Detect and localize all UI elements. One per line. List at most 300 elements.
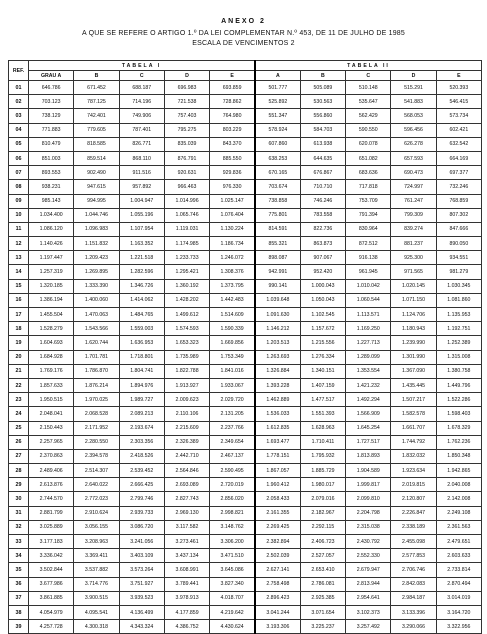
table-row	[9, 478, 482, 492]
tabela-1-value-cell: 3.471.510	[210, 549, 255, 563]
ref-cell: 24	[9, 407, 29, 421]
tabela-2-value-cell: 568.053	[391, 109, 436, 123]
table-row	[9, 265, 482, 279]
table-row	[9, 464, 482, 478]
ref-cell: 09	[9, 194, 29, 208]
col-header-right-b: B	[300, 71, 345, 81]
tabela-1-value-cell: 803.229	[210, 123, 255, 137]
tabela-2-value-cell: 3.290.066	[391, 620, 436, 634]
tabela-2-value-cell: 1.113.571	[346, 308, 391, 322]
tabela-1-value-cell: 4.177.859	[164, 605, 209, 619]
tabela-1-value-cell: 688.187	[119, 81, 164, 95]
tabela-1-value-cell: 1.197.447	[29, 251, 74, 265]
tabela-1-value-cell: 1.096.983	[74, 222, 119, 236]
tabela-2-value-cell: 1.252.389	[436, 336, 481, 350]
table-row	[9, 591, 482, 605]
tabela-2-value-cell: 761.247	[391, 194, 436, 208]
tabela-1-value-cell: 2.881.799	[29, 506, 74, 520]
tabela-1-value-cell: 2.349.654	[210, 435, 255, 449]
tabela-2-value-cell: 775.801	[255, 208, 300, 222]
tabela-2-value-cell: 2.603.633	[436, 549, 481, 563]
table-row	[9, 577, 482, 591]
tabela-1-value-cell: 1.076.404	[210, 208, 255, 222]
table-body	[9, 81, 482, 634]
tabela-2-value-cell: 2.019.815	[391, 478, 436, 492]
tabela-1-value-cell: 2.640.022	[74, 478, 119, 492]
tabela-2-value-cell: 2.182.967	[300, 506, 345, 520]
tabela-2-value-cell: 1.867.057	[255, 464, 300, 478]
tabela-1-value-cell: 1.857.633	[29, 378, 74, 392]
tabela-1-value-cell: 976.330	[210, 180, 255, 194]
tabela-2-value-cell: 2.338.189	[391, 520, 436, 534]
ref-cell: 19	[9, 336, 29, 350]
tabela-2-value-cell: 732.246	[436, 180, 481, 194]
tabela-1-value-cell: 1.233.733	[164, 251, 209, 265]
tabela-2-value-cell: 1.813.893	[346, 449, 391, 463]
tabela-1-value-cell: 1.295.421	[164, 265, 209, 279]
tabela-2-value-cell: 2.161.355	[255, 506, 300, 520]
tabela-2-value-cell: 530.563	[300, 95, 345, 109]
tabela-1-value-cell: 795.275	[164, 123, 209, 137]
tabela-1-value-cell: 2.799.746	[119, 492, 164, 506]
tabela-1-value-cell: 1.989.727	[119, 393, 164, 407]
tabela-1-value-cell: 1.590.339	[210, 322, 255, 336]
tabela-1-value-cell: 1.804.741	[119, 364, 164, 378]
tabela-2-value-cell: 822.736	[300, 222, 345, 236]
tabela-1-value-cell: 1.130.224	[210, 222, 255, 236]
ref-cell: 27	[9, 449, 29, 463]
tabela-2-value-cell: 2.361.563	[436, 520, 481, 534]
tabela-2-value-cell: 1.832.032	[391, 449, 436, 463]
tabela-2-value-cell: 2.577.853	[391, 549, 436, 563]
table-row	[9, 563, 482, 577]
tabela-1-value-cell: 893.553	[29, 166, 74, 180]
tabela-1-title: TABELA I	[29, 61, 255, 71]
tabela-1-value-cell: 859.514	[74, 151, 119, 165]
tabela-1-value-cell: 2.009.623	[164, 393, 209, 407]
tabela-1-value-cell: 749.906	[119, 109, 164, 123]
tabela-1-value-cell: 1.543.566	[74, 322, 119, 336]
tabela-1-value-cell: 3.117.582	[164, 520, 209, 534]
tabela-1-value-cell: 1.221.518	[119, 251, 164, 265]
tabela-2-value-cell: 505.089	[300, 81, 345, 95]
tabela-2-value-cell: 753.709	[346, 194, 391, 208]
tabela-2-value-cell: 907.067	[300, 251, 345, 265]
tabela-1-value-cell: 851.003	[29, 151, 74, 165]
tabela-2-value-cell: 541.883	[391, 95, 436, 109]
ref-cell: 17	[9, 308, 29, 322]
tabela-2-value-cell: 925.300	[391, 251, 436, 265]
tabela-2-value-cell: 510.148	[346, 81, 391, 95]
tabela-2-value-cell: 881.237	[391, 237, 436, 251]
tabela-2-value-cell: 724.997	[391, 180, 436, 194]
ref-cell: 01	[9, 81, 29, 95]
tabela-2-value-cell: 1.000.043	[300, 279, 345, 293]
tabela-1-value-cell: 3.025.889	[29, 520, 74, 534]
tabela-2-value-cell: 1.081.860	[436, 293, 481, 307]
tabela-1-value-cell: 2.418.526	[119, 449, 164, 463]
tabela-1-value-cell: 1.669.856	[210, 336, 255, 350]
ref-cell: 06	[9, 151, 29, 165]
ref-cell: 23	[9, 393, 29, 407]
table-row	[9, 279, 482, 293]
tabela-2-value-cell: 1.157.672	[300, 322, 345, 336]
tabela-2-value-cell: 1.102.545	[300, 308, 345, 322]
tabela-1-value-cell: 1.320.185	[29, 279, 74, 293]
col-header-left-d: D	[164, 71, 209, 81]
tabela-2-value-cell: 1.203.513	[255, 336, 300, 350]
tabela-2-value-cell: 2.249.108	[436, 506, 481, 520]
tabela-1-value-cell: 1.308.376	[210, 265, 255, 279]
tabela-2-value-cell: 2.706.746	[391, 563, 436, 577]
tabela-1-value-cell: 876.791	[164, 151, 209, 165]
tabela-1-value-cell: 2.998.821	[210, 506, 255, 520]
tabela-1-value-cell: 1.604.693	[29, 336, 74, 350]
col-header-right-c: C	[346, 71, 391, 81]
tabela-2-value-cell: 644.635	[300, 151, 345, 165]
column-header-row	[9, 71, 482, 81]
tabela-1-value-cell: 771.883	[29, 123, 74, 137]
tabela-1-value-cell: 1.386.194	[29, 293, 74, 307]
tabela-2-value-cell: 1.778.151	[255, 449, 300, 463]
tabela-1-value-cell: 2.257.965	[29, 435, 74, 449]
tabela-2-value-cell: 1.507.217	[391, 393, 436, 407]
tabela-1-value-cell: 1.034.400	[29, 208, 74, 222]
tabela-1-value-cell: 1.055.196	[119, 208, 164, 222]
tabela-2-value-cell: 1.536.033	[255, 407, 300, 421]
tabela-1-value-cell: 2.939.733	[119, 506, 164, 520]
tabela-2-value-cell: 638.253	[255, 151, 300, 165]
tabela-1-value-cell: 985.143	[29, 194, 74, 208]
tabela-1-value-cell: 1.684.928	[29, 350, 74, 364]
tabela-2-value-cell: 872.512	[346, 237, 391, 251]
tabela-2-value-cell: 525.892	[255, 95, 300, 109]
tabela-1-value-cell: 2.910.624	[74, 506, 119, 520]
table-row	[9, 166, 482, 180]
table-title-row	[9, 61, 482, 71]
ref-cell: 22	[9, 378, 29, 392]
tabela-1-value-cell: 1.574.593	[164, 322, 209, 336]
tabela-2-value-cell: 3.041.244	[255, 605, 300, 619]
tabela-1-value-cell: 4.257.728	[29, 620, 74, 634]
tabela-2-value-cell: 1.326.884	[255, 364, 300, 378]
ref-cell: 18	[9, 322, 29, 336]
tabela-2-value-cell: 1.393.228	[255, 378, 300, 392]
tabela-1-value-cell: 1.735.989	[164, 350, 209, 364]
tabela-2-value-cell: 1.315.008	[436, 350, 481, 364]
tabela-2-value-cell: 620.078	[346, 137, 391, 151]
tabela-1-value-cell: 2.720.019	[210, 478, 255, 492]
tabela-1-value-cell: 3.573.264	[119, 563, 164, 577]
tabela-2-value-cell: 535.647	[346, 95, 391, 109]
tabela-1-value-cell: 3.900.515	[74, 591, 119, 605]
tabela-2-value-cell: 1.192.751	[436, 322, 481, 336]
tabela-1-value-cell: 1.822.788	[164, 364, 209, 378]
tabela-1-value-cell: 3.056.155	[74, 520, 119, 534]
tabela-1-value-cell: 3.148.762	[210, 520, 255, 534]
tabela-1-value-cell: 2.303.356	[119, 435, 164, 449]
tabela-2-value-cell: 1.289.099	[346, 350, 391, 364]
tabela-1-value-cell: 2.489.406	[29, 464, 74, 478]
tabela-1-value-cell: 3.403.109	[119, 549, 164, 563]
table-row	[9, 492, 482, 506]
tabela-2-value-cell: 1.353.554	[346, 364, 391, 378]
tabela-1-value-cell: 1.373.795	[210, 279, 255, 293]
tabela-1-value-cell: 1.107.954	[119, 222, 164, 236]
tabela-2-title: TABELA II	[255, 61, 482, 71]
tabela-2-value-cell: 3.322.956	[436, 620, 481, 634]
tabela-1-value-cell: 2.590.495	[210, 464, 255, 478]
tabela-2-value-cell: 942.991	[255, 265, 300, 279]
tabela-1-value-cell: 1.718.801	[119, 350, 164, 364]
tabela-1-value-cell: 1.484.765	[119, 308, 164, 322]
tabela-1-value-cell: 1.360.192	[164, 279, 209, 293]
tabela-2-value-cell: 2.552.330	[346, 549, 391, 563]
tabela-1-value-cell: 1.065.746	[164, 208, 209, 222]
tabela-1-value-cell: 4.054.979	[29, 605, 74, 619]
tabela-2-value-cell: 3.164.720	[436, 605, 481, 619]
tabela-1-value-cell: 3.645.086	[210, 563, 255, 577]
table-row	[9, 620, 482, 634]
tabela-2-value-cell: 2.925.385	[300, 591, 345, 605]
ref-cell: 16	[9, 293, 29, 307]
tabela-1-value-cell: 2.280.550	[74, 435, 119, 449]
tabela-2-value-cell: 1.124.706	[391, 308, 436, 322]
tabela-2-value-cell: 1.661.707	[391, 421, 436, 435]
tabela-1-value-cell: 1.442.483	[210, 293, 255, 307]
tabela-1-value-cell: 2.744.570	[29, 492, 74, 506]
tabela-2-value-cell: 1.030.345	[436, 279, 481, 293]
tabela-2-value-cell: 562.429	[346, 109, 391, 123]
tabela-1-value-cell: 4.300.318	[74, 620, 119, 634]
tabela-2-value-cell: 1.215.556	[300, 336, 345, 350]
tabela-1-value-cell: 4.219.642	[210, 605, 255, 619]
ref-cell: 21	[9, 364, 29, 378]
tabela-2-value-cell: 2.079.016	[300, 492, 345, 506]
tabela-2-value-cell: 2.142.008	[436, 492, 481, 506]
tabela-1-value-cell: 779.605	[74, 123, 119, 137]
tabela-2-value-cell: 2.120.807	[391, 492, 436, 506]
tabela-2-value-cell: 1.795.932	[300, 449, 345, 463]
tabela-2-value-cell: 807.302	[436, 208, 481, 222]
tabela-1-value-cell: 2.856.020	[210, 492, 255, 506]
ref-cell: 38	[9, 605, 29, 619]
tabela-2-value-cell: 1.135.953	[436, 308, 481, 322]
tabela-1-value-cell: 835.039	[164, 137, 209, 151]
tabela-1-value-cell: 3.608.991	[164, 563, 209, 577]
tabela-1-value-cell: 2.068.528	[74, 407, 119, 421]
tabela-1-value-cell: 693.859	[210, 81, 255, 95]
tabela-1-value-cell: 818.585	[74, 137, 119, 151]
tabela-2-value-cell: 1.628.963	[300, 421, 345, 435]
tabela-1-value-cell: 2.110.106	[164, 407, 209, 421]
tabela-2-value-cell: 2.040.008	[436, 478, 481, 492]
tabela-1-value-cell: 2.237.766	[210, 421, 255, 435]
tabela-1-value-cell: 1.140.426	[29, 237, 74, 251]
tabela-2-value-cell: 2.058.433	[255, 492, 300, 506]
tabela-1-value-cell: 1.455.504	[29, 308, 74, 322]
ref-cell: 03	[9, 109, 29, 123]
tabela-1-value-cell: 703.123	[29, 95, 74, 109]
tabela-1-value-cell: 2.131.205	[210, 407, 255, 421]
tabela-1-value-cell: 2.394.578	[74, 449, 119, 463]
tabela-1-value-cell: 1.151.832	[74, 237, 119, 251]
tabela-1-value-cell: 966.463	[164, 180, 209, 194]
tabela-1-value-cell: 714.196	[119, 95, 164, 109]
tabela-2-value-cell: 952.420	[300, 265, 345, 279]
tabela-2-value-cell: 2.502.039	[255, 549, 300, 563]
tabela-2-value-cell: 1.435.445	[391, 378, 436, 392]
tabela-2-value-cell: 3.071.654	[300, 605, 345, 619]
table-row	[9, 151, 482, 165]
table-row	[9, 393, 482, 407]
ref-cell: 10	[9, 208, 29, 222]
tabela-2-value-cell: 613.938	[300, 137, 345, 151]
tabela-2-value-cell: 3.257.492	[346, 620, 391, 634]
tabela-2-value-cell: 839.274	[391, 222, 436, 236]
tabela-2-value-cell: 2.653.410	[300, 563, 345, 577]
annex-subtitle: A QUE SE REFERE O ARTIGO 1.º DA LEI COMPLEMENTAR N.º 453, DE 11 DE JULHO DE 1985	[82, 30, 405, 37]
tabela-2-value-cell: 2.954.641	[346, 591, 391, 605]
tabela-2-value-cell: 1.071.150	[391, 293, 436, 307]
tabela-2-value-cell: 2.406.723	[300, 535, 345, 549]
tabela-2-value-cell: 1.227.713	[346, 336, 391, 350]
salary-scale-title: ESCALA DE VENCIMENTOS 2	[192, 40, 295, 47]
table-row	[9, 95, 482, 109]
tabela-2-value-cell: 683.636	[346, 166, 391, 180]
ref-cell: 28	[9, 464, 29, 478]
tabela-2-value-cell: 830.964	[346, 222, 391, 236]
tabela-1-value-cell: 1.428.202	[164, 293, 209, 307]
ref-header: REF.	[9, 61, 29, 81]
tabela-2-value-cell: 2.204.798	[346, 506, 391, 520]
tabela-1-value-cell: 2.772.023	[74, 492, 119, 506]
tabela-1-value-cell: 2.048.041	[29, 407, 74, 421]
tabela-1-value-cell: 4.018.707	[210, 591, 255, 605]
tabela-2-value-cell: 1.727.517	[346, 435, 391, 449]
tabela-1-value-cell: 721.538	[164, 95, 209, 109]
tabela-1-value-cell: 1.246.072	[210, 251, 255, 265]
tabela-2-value-cell: 971.565	[391, 265, 436, 279]
tabela-2-value-cell: 1.421.232	[346, 378, 391, 392]
tabela-2-value-cell: 2.382.894	[255, 535, 300, 549]
tabela-2-value-cell: 584.703	[300, 123, 345, 137]
tabela-1-value-cell: 938.231	[29, 180, 74, 194]
tabela-1-value-cell: 3.208.963	[74, 535, 119, 549]
col-header-left-e: E	[210, 71, 255, 81]
tabela-1-value-cell: 3.714.776	[74, 577, 119, 591]
tabela-2-value-cell: 2.455.098	[391, 535, 436, 549]
col-header-left-a: GRAU A	[29, 71, 74, 81]
tabela-2-value-cell: 1.598.403	[436, 407, 481, 421]
tabela-1-value-cell: 3.437.134	[164, 549, 209, 563]
tabela-2-value-cell: 898.087	[255, 251, 300, 265]
ref-cell: 36	[9, 577, 29, 591]
tabela-1-value-cell: 3.677.986	[29, 577, 74, 591]
tabela-1-value-cell: 1.209.423	[74, 251, 119, 265]
ref-cell: 20	[9, 350, 29, 364]
tabela-2-value-cell: 596.456	[391, 123, 436, 137]
col-header-right-e: E	[436, 71, 481, 81]
tabela-1-value-cell: 2.215.609	[164, 421, 209, 435]
tabela-1-value-cell: 3.502.844	[29, 563, 74, 577]
tabela-1-value-cell: 2.467.137	[210, 449, 255, 463]
table-row	[9, 109, 482, 123]
tabela-1-value-cell: 2.089.213	[119, 407, 164, 421]
table-row	[9, 520, 482, 534]
col-header-left-b: B	[74, 71, 119, 81]
tabela-2-value-cell: 3.225.237	[300, 620, 345, 634]
tabela-1-value-cell: 4.136.499	[119, 605, 164, 619]
tabela-1-value-cell: 1.044.746	[74, 208, 119, 222]
ref-cell: 08	[9, 180, 29, 194]
tabela-1-value-cell: 2.326.389	[164, 435, 209, 449]
table-row	[9, 322, 482, 336]
table-row	[9, 506, 482, 520]
tabela-1-value-cell: 4.095.541	[74, 605, 119, 619]
tabela-2-value-cell: 1.169.250	[346, 322, 391, 336]
ref-cell: 31	[9, 506, 29, 520]
tabela-2-value-cell: 746.246	[300, 194, 345, 208]
tabela-1-value-cell: 911.516	[119, 166, 164, 180]
tabela-1-value-cell: 2.029.720	[210, 393, 255, 407]
tabela-2-value-cell: 1.762.236	[436, 435, 481, 449]
tabela-2-value-cell: 2.984.187	[391, 591, 436, 605]
tabela-1-value-cell: 1.528.279	[29, 322, 74, 336]
tabela-1-value-cell: 787.125	[74, 95, 119, 109]
tabela-1-value-cell: 4.386.752	[164, 620, 209, 634]
tabela-2-value-cell: 1.020.145	[391, 279, 436, 293]
ref-cell: 34	[9, 549, 29, 563]
tabela-2-value-cell: 916.138	[346, 251, 391, 265]
tabela-2-value-cell: 2.679.947	[346, 563, 391, 577]
tabela-2-value-cell: 2.733.814	[436, 563, 481, 577]
tabela-2-value-cell: 556.860	[300, 109, 345, 123]
tabela-1-value-cell: 2.171.952	[74, 421, 119, 435]
tabela-2-value-cell: 651.082	[346, 151, 391, 165]
tabela-1-value-cell: 1.950.515	[29, 393, 74, 407]
tabela-1-value-cell: 1.769.176	[29, 364, 74, 378]
tabela-1-value-cell: 929.836	[210, 166, 255, 180]
table-row	[9, 180, 482, 194]
tabela-1-value-cell: 787.401	[119, 123, 164, 137]
tabela-2-value-cell: 632.542	[436, 137, 481, 151]
tabela-2-value-cell: 578.924	[255, 123, 300, 137]
tabela-1-value-cell: 3.177.183	[29, 535, 74, 549]
tabela-2-value-cell: 676.867	[300, 166, 345, 180]
tabela-1-value-cell: 1.933.067	[210, 378, 255, 392]
tabela-2-value-cell: 847.666	[436, 222, 481, 236]
tabela-1-value-cell: 3.789.441	[164, 577, 209, 591]
tabela-2-value-cell: 1.923.634	[391, 464, 436, 478]
table-row	[9, 421, 482, 435]
tabela-2-value-cell: 2.842.083	[391, 577, 436, 591]
table-row	[9, 336, 482, 350]
tabela-2-value-cell: 1.301.990	[391, 350, 436, 364]
tabela-1-value-cell: 1.701.781	[74, 350, 119, 364]
tabela-2-value-cell: 2.786.081	[300, 577, 345, 591]
tabela-1-value-cell: 3.369.411	[74, 549, 119, 563]
salary-table	[8, 60, 482, 634]
tabela-2-value-cell: 2.099.810	[346, 492, 391, 506]
tabela-2-value-cell: 3.193.306	[255, 620, 300, 634]
tabela-1-value-cell: 994.995	[74, 194, 119, 208]
tabela-1-value-cell: 1.269.895	[74, 265, 119, 279]
tabela-2-value-cell: 2.896.423	[255, 591, 300, 605]
table-row	[9, 350, 482, 364]
tabela-1-value-cell: 1.086.120	[29, 222, 74, 236]
tabela-1-value-cell: 2.666.425	[119, 478, 164, 492]
